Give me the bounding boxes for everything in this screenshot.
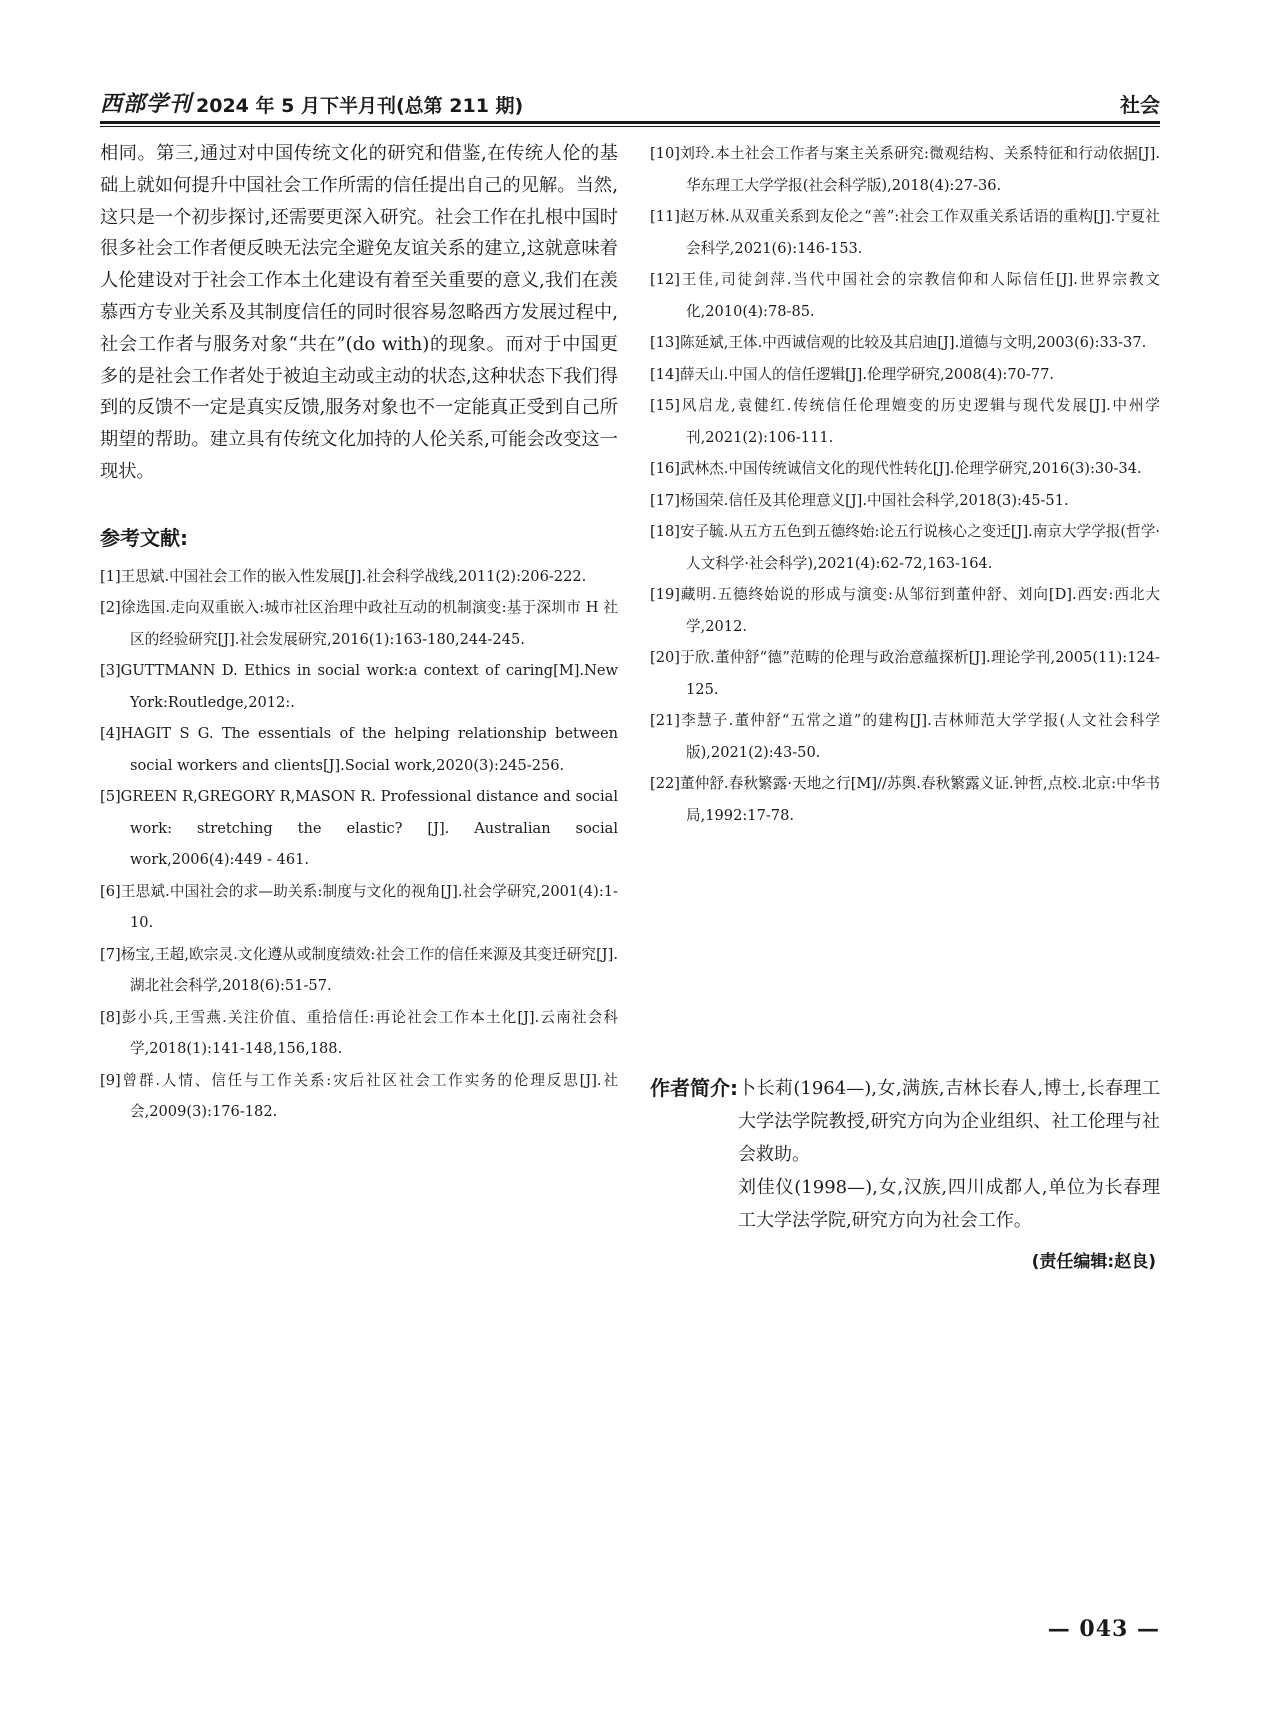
section-name: 社会 (1120, 93, 1160, 117)
references-title: 参考文献: (100, 525, 188, 550)
reference-item: [10]刘玲.本土社会工作者与案主关系研究:微观结构、关系特征和行动依据[J].华东理工大学学报(社会科学版),2018(4):27-36. (650, 145, 1160, 194)
reference-item: [13]陈延斌,王体.中西诚信观的比较及其启迪[J].道德与文明,2003(6):33-37. (650, 334, 1147, 351)
reference-item: [20]于欣.董仲舒“德”范畴的伦理与政治意蕴探析[J].理论学刊,2005(11):124-125. (650, 649, 1160, 698)
author-1-bio: 卜长莉(1964—),女,满族,吉林长春人,博士,长春理工大学法学院教授,研究方向为企业组织、社工伦理与社会救助。 (738, 1078, 1160, 1165)
reference-item: [7]杨宝,王超,欧宗灵.文化遵从或制度绩效:社会工作的信任来源及其变迁研究[J].湖北社会科学,2018(6):51-57. (100, 945, 618, 995)
page-header (100, 84, 1160, 118)
reference-item: [9]曾群.人情、信任与工作关系:灾后社区社会工作实务的伦理反思[J].社会,2009(3):176-182. (100, 1071, 618, 1121)
reference-item: [4]HAGIT S G. The essentials of the helping relationship between social workers and clients[J].Social work,2020(3):245-256. (100, 725, 618, 774)
reference-item: [22]董仲舒.春秋繁露·天地之行[M]//苏舆.春秋繁露义证.钟哲,点校.北京:中华书局,1992:17-78. (650, 775, 1160, 824)
reference-item: [18]安子毓.从五方五色到五德终始:论五行说核心之变迁[J].南京大学学报(哲学·人文科学·社会科学),2021(4):62-72,163-164. (650, 523, 1160, 572)
reference-item: [8]彭小兵,王雪燕.关注价值、重拾信任:再论社会工作本土化[J].云南社会科学,2018(1):141-148,156,188. (100, 1008, 618, 1058)
reference-item: [3]GUTTMANN D. Ethics in social work:a context of caring[M].New York:Routledge,2012:. (100, 662, 618, 711)
reference-item: [1]王思斌.中国社会工作的嵌入性发展[J].社会科学战线,2011(2):206-222. (100, 567, 587, 585)
reference-item: [6]王思斌.中国社会的求—助关系:制度与文化的视角[J].社会学研究,2001(4):1-10. (100, 882, 618, 932)
reference-list-right (650, 138, 1160, 831)
responsible-editor: (责任编辑:赵良) (1031, 1252, 1156, 1272)
body-paragraph: 相同。第三,通过对中国传统文化的研究和借鉴,在传统人伦的基础上就如何提升中国社会工作所需的信任提出自己的见解。当然,这只是一个初步探讨,还需要更深入研究。社会工作在扎根中国时很多社会工作者便反映无法完全避免友谊关系的建立,这就意味着人伦建设对于社会工作本土化建设有着至关重要的意义,我们在羡慕西方专业关系及其制度信任的同时很容易忽略西方发展过程中,社会工作者与服务对象“共在”(do with)的现象。而对于中国更多的是社会工作者处于被迫主动或主动的状态,这种状态下我们得到的反馈不一定是真实反馈,服务对象也不一定能真正受到自己所期望的帮助。建立具有传统文化加持的人伦关系,可能会改变这一现状。 (100, 143, 618, 482)
author-row (650, 1072, 1160, 1237)
reference-list-left (100, 561, 618, 1128)
author-2-bio: 刘佳仪(1998—),女,汉族,四川成都人,单位为长春理工大学法学院,研究方向为社会工作。 (738, 1177, 1160, 1231)
issue-info: 2024 年 5 月下半月刊(总第 211 期) (196, 95, 524, 117)
reference-item: [12]王佳,司徒剑萍.当代中国社会的宗教信仰和人际信任[J].世界宗教文化,2010(4):78-85. (650, 271, 1160, 320)
reference-item: [16]武林杰.中国传统诚信文化的现代性转化[J].伦理学研究,2016(3):30-34. (650, 460, 1142, 477)
right-column (650, 138, 1160, 831)
reference-item: [15]风启龙,袁健红.传统信任伦理嬗变的历史逻辑与现代发展[J].中州学刊,2021(2):106-111. (650, 397, 1160, 446)
author-text (738, 1072, 1160, 1237)
header-rule-thin (100, 126, 1160, 127)
reference-item: [17]杨国荣.信任及其伦理意义[J].中国社会科学,2018(3):45-51. (650, 491, 1069, 509)
header-rule (100, 121, 1160, 124)
header-left (100, 87, 523, 118)
reference-item: [5]GREEN R,GREGORY R,MASON R. Professional distance and social work: stretching the elastic? [J]. Australian social work,2006(4):449 - 461. (100, 788, 618, 869)
journal-logo: 西部学刊 (100, 91, 193, 117)
reference-item: [19]藏明.五德终始说的形成与演变:从邹衍到董仲舒、刘向[D].西安:西北大学,2012. (650, 586, 1160, 635)
page-number: — 043 — (1047, 1616, 1160, 1642)
reference-item: [21]李慧子.董仲舒“五常之道”的建构[J].吉林师范大学学报(人文社会科学版),2021(2):43-50. (650, 712, 1160, 761)
reference-item: [14]薛天山.中国人的信任逻辑[J].伦理学研究,2008(4):70-77. (650, 365, 1055, 383)
left-column (100, 138, 618, 1128)
reference-item: [2]徐选国.走向双重嵌入:城市社区治理中政社互动的机制演变:基于深圳市 H 社区的经验研究[J].社会发展研究,2016(1):163-180,244-245. (100, 599, 618, 648)
author-label: 作者简介: (650, 1076, 738, 1100)
reference-item: [11]赵万林.从双重关系到友伦之“善”:社会工作双重关系话语的重构[J].宁夏社会科学,2021(6):146-153. (650, 208, 1160, 257)
author-introduction (650, 1072, 1160, 1272)
